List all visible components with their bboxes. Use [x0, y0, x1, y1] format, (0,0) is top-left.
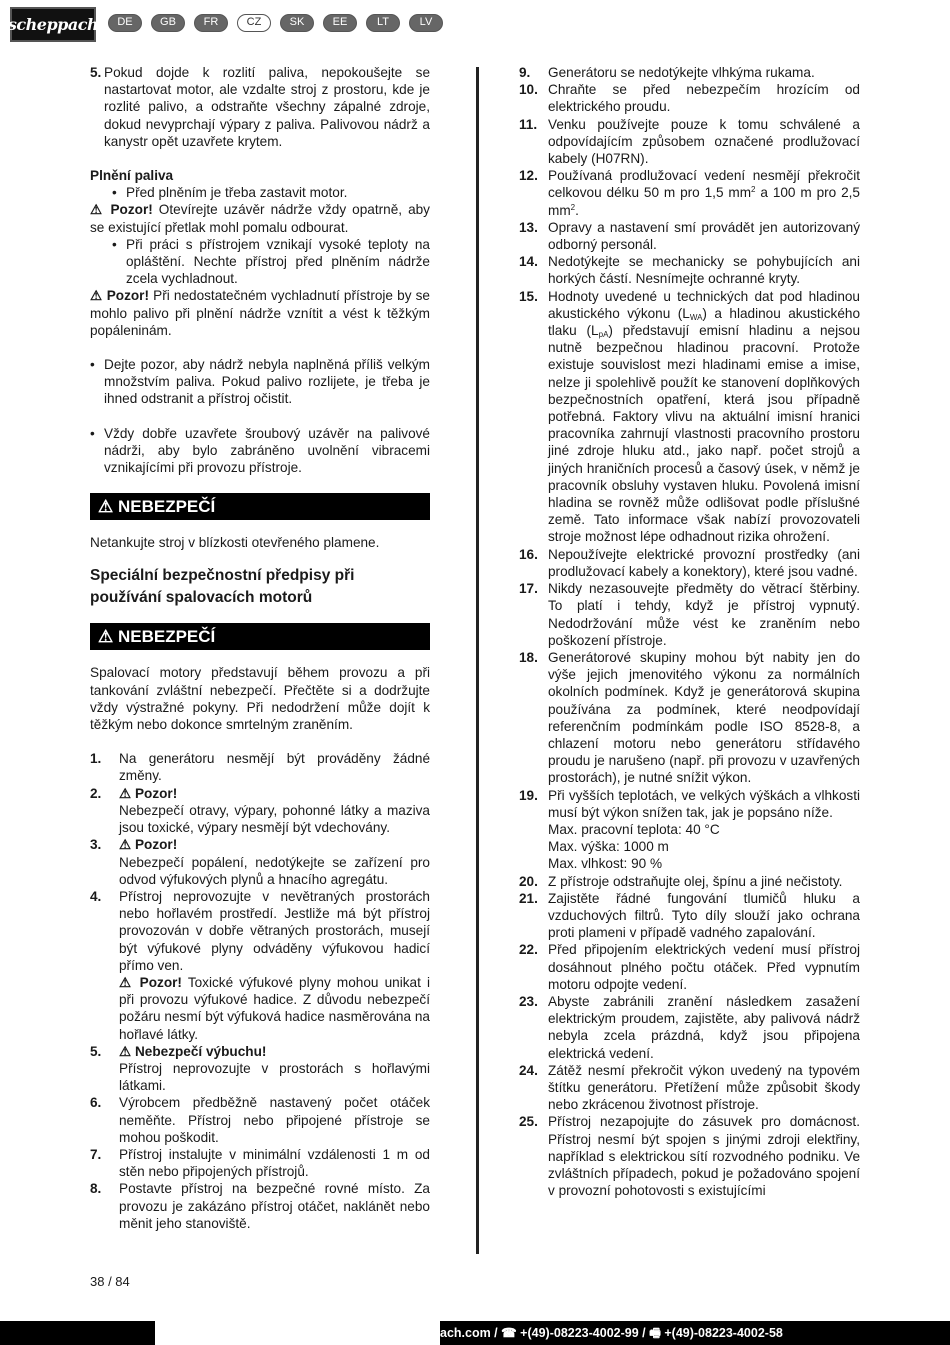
lang-tab-lt[interactable]: LT — [366, 14, 400, 32]
item-text: Při vyšších teplotách, ve velkých výškách a vlhkosti musí být výkon snížen tak, jak je popsáno níže. — [548, 787, 860, 820]
warning-paragraph — [90, 201, 430, 235]
item-number: 5. — [90, 1043, 102, 1059]
item-text: Postavte přístroj na bezpečné rovné místo. Za provozu je zakázáno přístroj otáčet, naklánět nebo měnit jeho stanoviště. — [119, 1181, 430, 1231]
item-text: Nikdy nezasouvejte předměty do větrací štěrbiny. To platí i tehdy, když je přístroj vypnutý. Nedodržování může vést ke zraněním nebo poškození přístroje. — [548, 581, 860, 648]
list-item: 21. Zajistěte řádné fungování tlumičů hluku a vzduchových filtrů. Tyto díly slouží jako ochrana proti plameni v případě vadného zapalování. — [519, 890, 860, 941]
list-item: 10. Chraňte se před nebezpečím hrozícím od elektrického proudu. — [519, 82, 860, 115]
item-number: 3. — [90, 837, 102, 853]
list-item — [90, 750, 430, 784]
item-number: 8. — [90, 1181, 102, 1197]
item-text: Před připojením elektrických vedení musí přístroj dosáhnout plného počtu otáček. Před vypnutím motoru odpojte vedení. — [548, 942, 860, 992]
item-text: Opravy a nastavení smí provádět jen autorizovaný odborný personál. — [548, 219, 860, 253]
list-item: 25. Přístroj nezapojujte do zásuvek pro domácnost. Přístroj nesmí být spojen s jinými zdroji elektřiny, například s elektrickou sítí rozvodného podniku. Ve zvláštních případech, pokud je požadováno spojení v provozní pohotovosti s existujícími — [519, 1114, 860, 1199]
list-item: • Před plněním je třeba zastavit motor. — [90, 184, 430, 201]
intro-paragraph: Spalovací motory představují během provozu a při tankování zvláštní nebezpečí. Přečtěte si a dodržujte vždy výstražné pokyny. Při nedodržení může dojít k těžkým nebo dokonce smrtelným zraněním. — [90, 665, 430, 733]
item-text: Výrobcem předběžně nastavený počet otáček neměňte. Přístroj nebo připojené přístroje se mohou poškodit. — [119, 1095, 430, 1145]
right-column — [519, 64, 860, 1199]
warning-label: ⚠ Pozor! — [90, 202, 153, 218]
list-item: 12. Používaná prodlužovací vedení nesmějí překročit celkovou délku 50 m pro 1,5 $mm^2$ a 100 m pro 2,5 $mm^2$. — [519, 168, 860, 218]
item-text: Zátěž nesmí překročit výkon uvedený na typovém štítku generátoru. Přetížení může způsobit škody nebo zkrácenou životnost přístroje. — [548, 1062, 860, 1113]
item-text: Chraňte se před nebezpečím hrozícím od elektrického proudu. — [548, 82, 860, 115]
warning-text: Při nedostatečném vychladnutí přístroje by se mohlo palivo při plnění nádrže vznítit a vést k těžkým popáleninám. — [90, 288, 430, 338]
item-text: Generátorové skupiny mohou být nabity jen do výše jejich jmenovitého výkonu za normálních okolních podmínek. Když je generátorová skupina používána za podmínek, které neodpovídají referenčním podmínkám podle ISO 8528-8, a chlazení motoru nebo generátoru střídavého proudu je narušeno (např. při provozu v uzavřených prostorách), je nutné snížit výkon. — [548, 649, 860, 786]
list-item: 20. Z přístroje odstraňujte olej, špínu a jiné nečistoty. — [519, 873, 860, 890]
list-item: 24. Zátěž nesmí překročit výkon uvedený na typovém štítku generátoru. Přetížení může způsobit škody nebo zkrácenou životnost přístroje. — [519, 1062, 860, 1113]
danger-banner: ⚠ NEBEZPEČÍ — [90, 623, 430, 650]
item-text: Používaná prodlužovací vedení nesmějí překročit celkovou délku 50 m pro 1,5 $mm^2$ a 100 m pro 2,5 $mm^2$. — [548, 168, 860, 218]
warning-label: ⚠ Pozor! — [119, 837, 178, 853]
bullet-text: Při práci s přístrojem vznikají vysoké teploty na opláštění. Nechte přístroj před plněním nádrže zcela vychladnout. — [126, 236, 430, 287]
item-number: 7. — [90, 1146, 102, 1162]
item-number: 5. — [90, 65, 102, 80]
item-text: Hodnoty uvedené u technických dat pod hladinou akustického výkonu $(L_{WA})$ a hladinou akustického tlaku $(L_{pA})$ představují emisní hladinu a nejsou nutně bezpečnou hladinou pracovní. Protože existuje souvislost mezi hladinami emise a imise, nelze ji spolehlivě použít ke stanovení doplňkových bezpečnostních opatření, která jsou případně potřebná. Faktory vlivu na aktuální imisní hranici pracovníka zahrnují vlastnosti pracovního prostoru jiné zdroje hluku atd., jako např. počet strojů a jiných hraničních procesů a časový úsek, v němž je pracovník obsluhy vystaven hluku. Povolená imisní hladina se rovněž může odlišovat podle příslušné země. Tato informace však nabízí provozovateli stroje možnost lépe odhadnout rizika ohrožení. — [548, 288, 861, 545]
lang-tab-ee[interactable]: EE — [323, 14, 357, 32]
item-text: Z přístroje odstraňujte olej, špínu a jiné nečistoty. — [548, 873, 843, 889]
spec-line: Max. pracovní teplota: 40 °C — [548, 821, 720, 837]
scheppach-logo: scheppach — [10, 7, 96, 42]
list-item: 19. Při vyšších teplotách, ve velkých výškách a vlhkosti musí být výkon snížen tak, jak je popsáno níže. Max. pracovní teplota: 40 °C Max. výška: 1000 m Max. vlhkost: 90 % — [519, 787, 860, 872]
list-item: • Vždy dobře uzavřete šroubový uzávěr na palivové nádrži, aby bylo zabráněno uvolnění vibracemi vznikajícími při provozu přístroje. — [90, 425, 430, 476]
warning-label: ⚠ Pozor! — [119, 974, 182, 990]
bullet-text: Dejte pozor, aby nádrž nebyla naplněná příliš velkým množstvím paliva. Pokud palivo rozlijete, je třeba je ihned odstranit a přístroj očistit. — [104, 357, 430, 407]
list-item: • Při práci s přístrojem vznikají vysoké teploty na opláštění. Nechte přístroj před plněním nádrže zcela vychladnout. — [112, 236, 430, 287]
warning-text: Toxické výfukové plyny mohou unikat i při provozu výfukové hadice. Z důvodu nebezpečí požáru nesmí být výfuková hadice nasměrována na hořlavé látky. — [119, 974, 430, 1042]
warning-label: ⚠ Pozor! — [119, 785, 178, 801]
item-text: Zajistěte řádné fungování tlumičů hluku a vzduchových filtrů. Tyto díly slouží jako ochrana proti plameni v případě vadného zapalování. — [548, 890, 860, 941]
danger-text: Netankujte stroj v blízkosti otevřeného plamene. — [90, 535, 380, 551]
warning-paragraph — [90, 287, 430, 339]
fuel-heading: Plnění paliva — [90, 168, 174, 184]
column-divider — [476, 67, 479, 1254]
list-item: 23. Abyste zabránili zranění následkem zasažení elektrickým proudem, zajistěte, aby palivová nádrž nebyla zcela prázdná, když jsou připojena elektrická vedení. — [519, 993, 860, 1061]
list-item — [90, 1094, 430, 1146]
item-text: Abyste zabránili zranění následkem zasažení elektrickým proudem, zajistěte, aby palivová nádrž nebyla zcela prázdná, když jsou připojena elektrická vedení. — [548, 993, 860, 1061]
spec-line: Max. výška: 1000 m — [548, 839, 669, 855]
item-text: Venku používejte pouze k tomu schválené a odpovídajícím způsobem označené prodlužovací kabely (H07RN). — [548, 116, 860, 167]
footer-whitebox — [155, 1321, 440, 1345]
list-item: • Dejte pozor, aby nádrž nebyla naplněná příliš velkým množstvím paliva. Pokud palivo rozlijete, je třeba je ihned odstranit a přístroj očistit. — [90, 357, 430, 407]
list-item: 17. Nikdy nezasouvejte předměty do větrací štěrbiny. To platí i tehdy, když je přístroj vypnutý. Nedodržování může vést ke zraněním nebo poškození přístroje. — [519, 581, 860, 648]
item-text: Nebezpečí popálení, nedotýkejte se zařízení pro odvod výfukových plynů a hnacího agregátu. — [119, 854, 430, 887]
spec-line: Max. vlhkost: 90 % — [548, 856, 663, 872]
item-text: Přístroj neprovozujte v prostorách s hořlavými látkami. — [119, 1060, 430, 1094]
section-heading: Speciální bezpečnostní předpisy při používání spalovacích motorů — [90, 567, 355, 607]
list-item — [90, 64, 430, 150]
warning-text: Otevírejte uzávěr nádrže vždy opatrně, aby se existující přetlak mohl pomalu odbourat. — [90, 202, 430, 235]
item-number: 2. — [90, 785, 102, 801]
item-text: Nedotýkejte se mechanicky se pohybujících ani horkých částí. Nesnímejte ochranné kryty. — [548, 254, 860, 287]
item-text: Nepoužívejte elektrické provozní prostředky (ani prodlužovací kabely a konektory), které jsou vadné. — [548, 546, 860, 579]
bullet-text: Před plněním je třeba zastavit motor. — [126, 185, 348, 201]
item-text: Na generátoru nesmějí být prováděny žádné změny. — [119, 751, 430, 784]
warning-label: ⚠ Pozor! — [90, 288, 149, 304]
list-item: 16. Nepoužívejte elektrické provozní prostředky (ani prodlužovací kabely a konektory), které jsou vadné. — [519, 546, 860, 579]
bullet-text: Vždy dobře uzavřete šroubový uzávěr na palivové nádrži, aby bylo zabráněno uvolnění vibracemi vznikajícími při provozu přístroje. — [104, 425, 430, 476]
list-item: 13. Opravy a nastavení smí provádět jen autorizovaný odborný personál. — [519, 219, 860, 253]
item-number: 6. — [90, 1095, 102, 1111]
lang-tab-gb[interactable]: GB — [151, 14, 185, 32]
list-item: 18. Generátorové skupiny mohou být nabity jen do výše jejich jmenovitého výkonu za normálních okolních podmínek. Když je generátorová skupina používána za podmínek, které neodpovídají referenčním podmínkám podle ISO 8528-8, a chlazení motoru nebo generátoru střídavého proudu je narušeno (např. při provozu v uzavřených prostorách), je nutné snížit výkon. — [519, 649, 860, 786]
list-item — [90, 1043, 430, 1095]
lang-tab-sk[interactable]: SK — [280, 14, 314, 32]
warning-label: ⚠ Nebezpečí výbuchu! — [119, 1043, 267, 1059]
item-text: Nebezpečí otravy, výpary, pohonné látky a maziva jsou toxické, výpary nesmějí být vdechovány. — [119, 802, 430, 836]
list-item — [90, 785, 430, 837]
language-tabs — [108, 14, 443, 32]
footer-bar — [0, 1321, 950, 1345]
list-item — [90, 836, 430, 888]
item-number: 1. — [90, 751, 102, 767]
page-number: 38 / 84 — [90, 1274, 130, 1289]
list-item: 14. Nedotýkejte se mechanicky se pohybujících ani horkých částí. Nesnímejte ochranné kryty. — [519, 254, 860, 287]
list-item: 9. Generátoru se nedotýkejte vlhkýma rukama. — [519, 64, 860, 81]
lang-tab-cz[interactable]: CZ — [237, 14, 271, 32]
lang-tab-lv[interactable]: LV — [409, 14, 443, 32]
lang-tab-fr[interactable]: FR — [194, 14, 228, 32]
item-text: Generátoru se nedotýkejte vlhkýma rukama. — [548, 65, 815, 80]
item-text: Přístroj nezapojujte do zásuvek pro domácnost. Přístroj nesmí být spojen s jinými zdroji elektřiny, například s elektrickou sítí rozvodného podniku. Ve zvláštních případech, pokud je požadováno spojení v provozní pohotovosti s existujícími — [548, 1114, 860, 1199]
danger-banner: ⚠ NEBEZPEČÍ — [90, 493, 430, 520]
left-column — [90, 64, 430, 1232]
item-text: Pokud dojde k rozlití paliva, nepokoušejte se nastartovat motor, ale vzdalte stroj z prostoru, kde je rozlité palivo, a odstraňte všechny zápalné zdroje, dokud nevyprchají výpary z paliva. Palivovou nádrž a kanystr opět uzavřete krytem. — [104, 65, 430, 149]
item-number: 4. — [90, 888, 102, 904]
list-item — [90, 1146, 430, 1180]
lang-tab-de[interactable]: DE — [108, 14, 142, 32]
item-text: Přístroj instalujte v minimální vzdálenosti 1 m od stěn nebo připojených přístrojů. — [119, 1146, 430, 1180]
item-text: Přístroj neprovozujte v nevětraných prostorách nebo hořlavém prostředí. Jestliže má být přístroj provozován v dobře větraných prostorách, musejí být výfukové plyny odváděny výfukovou hadicí přímo ven. — [119, 888, 430, 973]
list-item: 11. Venku používejte pouze k tomu schválené a odpovídajícím způsobem označené prodlužovací kabely (H07RN). — [519, 116, 860, 167]
list-item — [90, 888, 430, 1043]
contact-info: ach.com / ☎ +(49)-08223-4002-99 / 🖷 +(49)-08223-4002-58 — [440, 1326, 783, 1340]
list-item — [90, 1180, 430, 1232]
list-item: 22. Před připojením elektrických vedení musí přístroj dosáhnout plného počtu otáček. Před vypnutím motoru odpojte vedení. — [519, 942, 860, 992]
list-item: 15. Hodnoty uvedené u technických dat pod hladinou akustického výkonu $(L_{WA})$ a hladinou akustického tlaku $(L_{pA})$ představují emisní hladinu a nejsou nutně bezpečnou hladinou pracovní. Protože existuje souvislost mezi hladinami emise a imise, nelze ji spolehlivě použít ke stanovení doplňkových bezpečnostních opatření, která jsou případně potřebná. Faktory vlivu na aktuální imisní hranici pracovníka zahrnují vlastnosti pracovního prostoru jiné zdroje hluku atd., jako např. počet strojů a jiných hraničních procesů a časový úsek, v němž je pracovník obsluhy vystaven hluku. Povolená imisní hladina se rovněž může odlišovat podle příslušné země. Tato informace však nabízí provozovateli stroje možnost lépe odhadnout rizika ohrožení. — [519, 288, 861, 545]
